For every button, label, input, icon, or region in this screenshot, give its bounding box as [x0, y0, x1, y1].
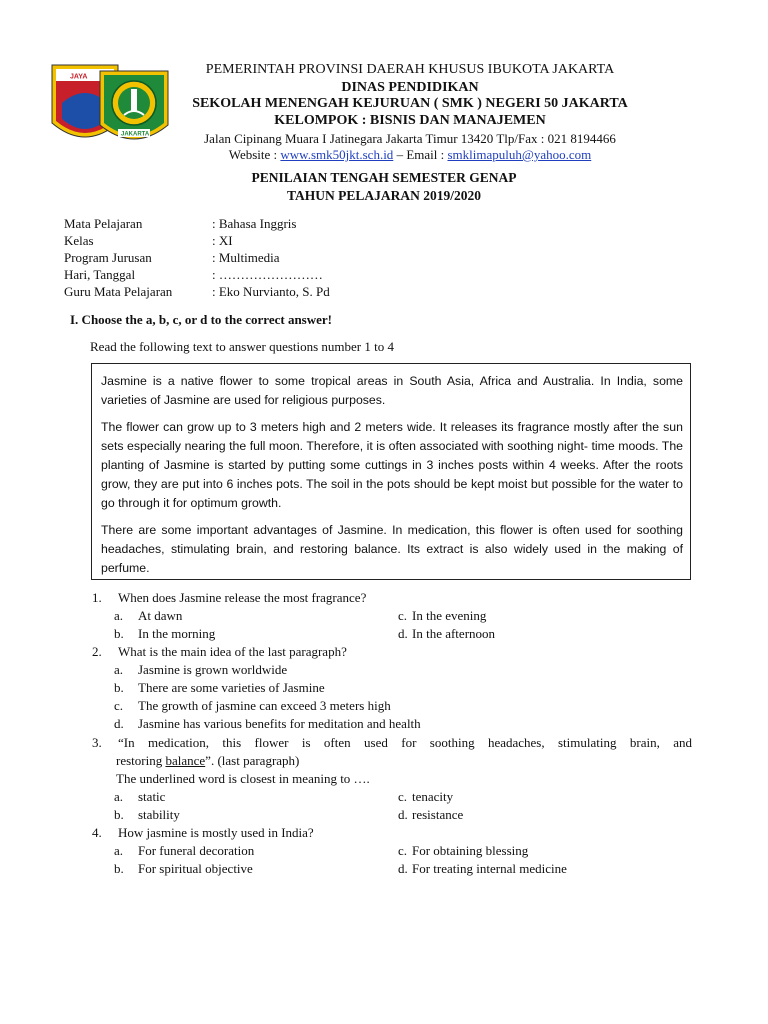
option-text: tenacity — [412, 789, 454, 804]
question-text-part: restoring — [116, 753, 166, 768]
info-row — [64, 233, 233, 249]
option-letter: c. — [398, 843, 408, 858]
passage-paragraph: The flower can grow up to 3 meters high and 2 meters wide. It releases its fragrance mostly after the sun sets especially nearing the full moon. Therefore, it is often associated with soothing night- time moods. The planting of Jasmine is started by putting some cuttings in 3 inches posts within 4 weeks. After the roots grow, they are put into 6 inches pots. The soil in the pots should be kept moist but possible for the water to go through it for optimum growth. — [101, 420, 683, 510]
option-2c[interactable] — [114, 698, 391, 714]
option-letter: b. — [114, 861, 124, 876]
header-school-name: SEKOLAH MENENGAH KEJURUAN ( SMK ) NEGERI 50 JAKARTA — [192, 96, 628, 111]
option-3c[interactable] — [398, 789, 453, 805]
question-text-part: ”. (last paragraph) — [205, 753, 300, 768]
option-letter: d. — [398, 626, 408, 641]
info-value: : Eko Nurvianto, S. Pd — [212, 284, 330, 299]
option-letter: a. — [114, 608, 124, 623]
info-row — [64, 250, 280, 266]
option-text: Jasmine has various benefits for meditation and health — [138, 716, 421, 731]
option-text: stability — [138, 807, 180, 822]
header-group: KELOMPOK : BISNIS DAN MANAJEMEN — [274, 113, 546, 128]
info-value: : Multimedia — [212, 250, 280, 265]
question-3 — [92, 735, 694, 751]
header-department: DINAS PENDIDIKAN — [341, 80, 479, 95]
info-label: Hari, Tanggal — [64, 267, 136, 282]
question-text: “In medication, this flower is often used for soothing headaches, stimulating brain, and — [118, 735, 692, 750]
option-text: In the evening — [412, 608, 487, 623]
option-letter: b. — [114, 680, 124, 695]
option-letter: d. — [398, 807, 408, 822]
option-2b[interactable] — [114, 680, 325, 696]
question-2 — [92, 644, 347, 660]
exam-year: TAHUN PELAJARAN 2019/2020 — [286, 188, 481, 203]
option-text: The growth of jasmine can exceed 3 meters high — [138, 698, 391, 713]
header-address: Jalan Cipinang Muara I Jatinegara Jakarta Timur 13420 Tlp/Fax : 021 8194466 — [204, 131, 616, 146]
option-letter: b. — [114, 626, 124, 641]
option-text: For treating internal medicine — [412, 861, 567, 876]
option-text: There are some varieties of Jasmine — [138, 680, 325, 695]
info-label: Mata Pelajaran — [64, 216, 143, 231]
question-text: How jasmine is mostly used in India? — [118, 825, 314, 840]
option-4b[interactable] — [114, 861, 253, 877]
option-4c[interactable] — [398, 843, 528, 859]
email-label: – Email : — [393, 147, 448, 162]
passage-paragraph: There are some important advantages of Jasmine. In medication, this flower is often used for soothing headaches, stimulating brain, and restoring balance. Its extract is also widely used in the making of perfume. — [101, 523, 683, 575]
info-row — [64, 267, 323, 283]
question-text: When does Jasmine release the most fragrance? — [118, 590, 367, 605]
option-1b[interactable] — [114, 626, 215, 642]
header-contact — [120, 147, 700, 163]
option-3d[interactable] — [398, 807, 463, 823]
option-3b[interactable] — [114, 807, 180, 823]
question-3-prompt: The underlined word is closest in meaning to …. — [116, 771, 370, 786]
info-row — [64, 216, 296, 232]
underlined-word: balance — [165, 753, 206, 768]
option-1a[interactable] — [114, 608, 182, 624]
question-3-continued — [116, 753, 299, 769]
question-number: 2. — [92, 644, 102, 659]
option-1d[interactable] — [398, 626, 495, 642]
option-text: Jasmine is grown worldwide — [138, 662, 288, 677]
info-label: Program Jurusan — [64, 250, 152, 265]
option-4d[interactable] — [398, 861, 567, 877]
website-link[interactable]: www.smk50jkt.sch.id — [280, 147, 394, 162]
question-number: 4. — [92, 825, 102, 840]
question-number: 1. — [92, 590, 102, 605]
info-label: Kelas — [64, 233, 94, 248]
option-letter: d. — [114, 716, 124, 731]
option-letter: a. — [114, 843, 124, 858]
option-text: static — [138, 789, 166, 804]
header-government: PEMERINTAH PROVINSI DAERAH KHUSUS IBUKOTA JAKARTA — [205, 62, 615, 77]
info-value: : …………………… — [212, 267, 323, 282]
option-text: At dawn — [138, 608, 183, 623]
option-letter: c. — [398, 608, 408, 623]
option-1c[interactable] — [398, 608, 486, 624]
option-letter: c. — [114, 698, 124, 713]
option-2a[interactable] — [114, 662, 287, 678]
email-link[interactable]: smklimapuluh@yahoo.com — [447, 147, 592, 162]
option-text: For obtaining blessing — [412, 843, 529, 858]
option-text: In the morning — [138, 626, 216, 641]
option-letter: a. — [114, 662, 124, 677]
option-text: In the afternoon — [412, 626, 496, 641]
exam-title: PENILAIAN TENGAH SEMESTER GENAP — [251, 170, 517, 185]
website-label: Website : — [228, 147, 281, 162]
option-4a[interactable] — [114, 843, 254, 859]
logo-left-text: JAYA — [70, 73, 88, 81]
option-2d[interactable] — [114, 716, 421, 732]
info-value: : Bahasa Inggris — [212, 216, 297, 231]
logo-right-text: JAKARTA — [121, 131, 150, 138]
section-heading: I. Choose the a, b, c, or d to the correct answer! — [70, 312, 332, 327]
question-number: 3. — [92, 735, 102, 750]
info-label: Guru Mata Pelajaran — [64, 284, 173, 299]
question-text: What is the main idea of the last paragraph? — [118, 644, 347, 659]
option-letter: d. — [398, 861, 408, 876]
option-letter: b. — [114, 807, 124, 822]
option-text: resistance — [412, 807, 464, 822]
question-4 — [92, 825, 314, 841]
option-3a[interactable] — [114, 789, 165, 805]
option-text: For funeral decoration — [138, 843, 255, 858]
option-text: For spiritual objective — [138, 861, 253, 876]
passage-paragraph: Jasmine is a native flower to some tropical areas in South Asia, Africa and Australia. In India, some varieties of Jasmine are used for religious purposes. — [101, 374, 683, 407]
option-letter: c. — [398, 789, 408, 804]
reading-passage — [91, 363, 691, 580]
read-instruction: Read the following text to answer questions number 1 to 4 — [90, 339, 395, 354]
info-value: : XI — [212, 233, 233, 248]
info-row — [64, 284, 330, 300]
option-letter: a. — [114, 789, 124, 804]
question-1 — [92, 590, 366, 606]
